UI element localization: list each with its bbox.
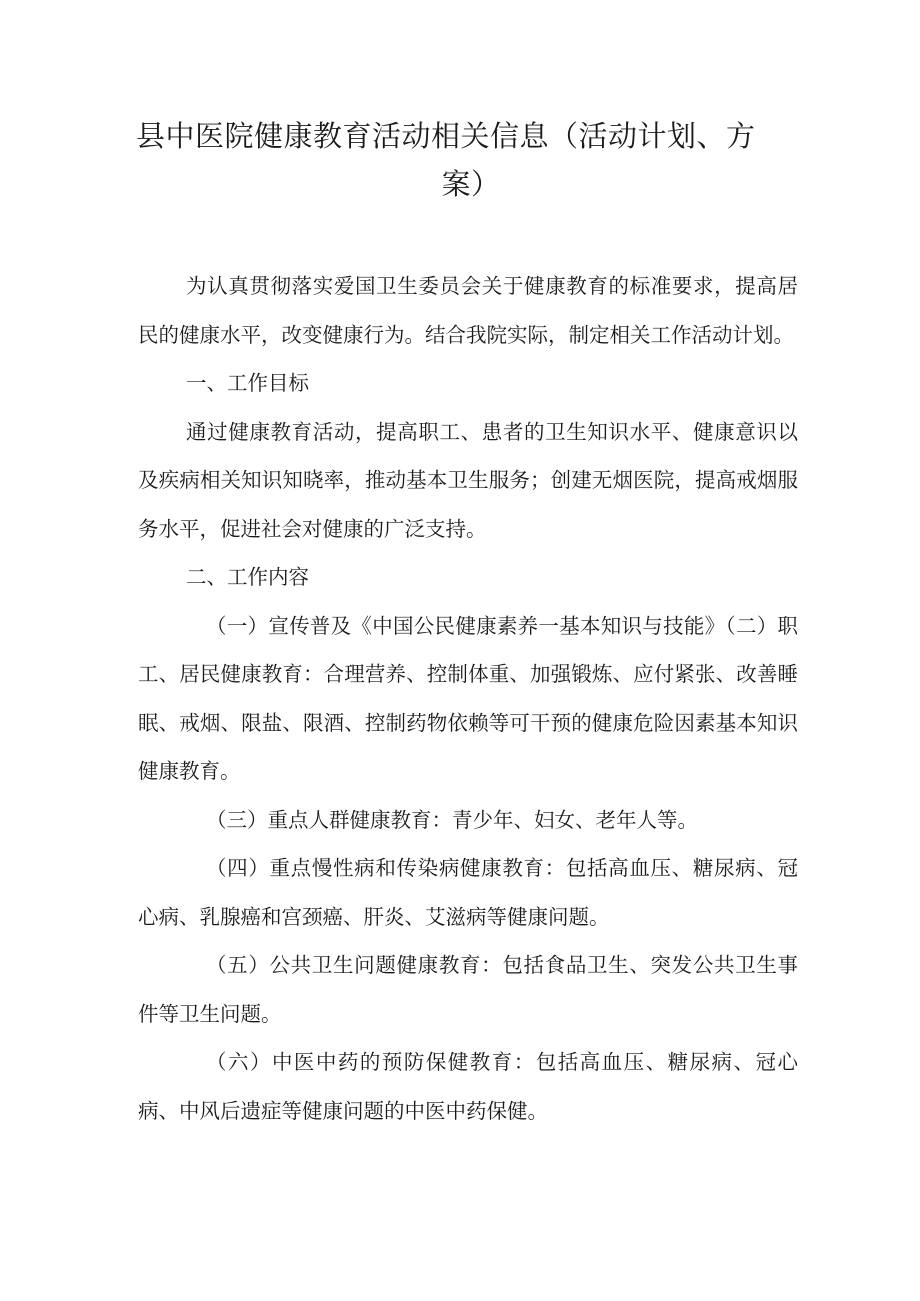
section-heading-goals: 一、工作目标 — [186, 371, 309, 395]
title-line-1: 县中医院健康教育活动相关信息（活动计划、方 — [136, 119, 756, 153]
intro-paragraph: 为认真贯彻落实爱国卫生委员会关于健康教育的标准要求，提高居民的健康水平，改变健康行为。结合我院实际，制定相关工作活动计划。 — [138, 274, 798, 347]
content-item-4: （四）重点慢性病和传染病健康教育：包括高血压、糖尿病、冠心病、乳腺癌和宫颈癌、肝炎、艾滋病等健康问题。 — [138, 856, 798, 929]
goals-paragraph: 通过健康教育活动，提高职工、患者的卫生知识水平、健康意识以及疾病相关知识知晓率，推动基本卫生服务；创建无烟医院，提高戒烟服务水平，促进社会对健康的广泛支持。 — [138, 419, 798, 541]
document-body — [138, 262, 798, 1135]
section-heading-content: 二、工作内容 — [186, 565, 309, 589]
title-line-2: 案） — [441, 167, 501, 201]
document-title — [136, 112, 796, 208]
content-item-5: （五）公共卫生问题健康教育：包括食品卫生、突发公共卫生事件等卫生问题。 — [138, 953, 798, 1026]
content-item-1-2: （一）宣传普及《中国公民健康素养一基本知识与技能》（二）职工、居民健康教育：合理营养、控制体重、加强锻炼、应付紧张、改善睡眠、戒烟、限盐、限酒、控制药物依赖等可干预的健康危险因素基本知识健康教育。 — [138, 613, 798, 783]
content-item-6: （六）中医中药的预防保健教育：包括高血压、糖尿病、冠心病、中风后遗症等健康问题的中医中药保健。 — [138, 1050, 798, 1123]
content-item-3: （三）重点人群健康教育：青少年、妇女、老年人等。 — [206, 807, 698, 832]
